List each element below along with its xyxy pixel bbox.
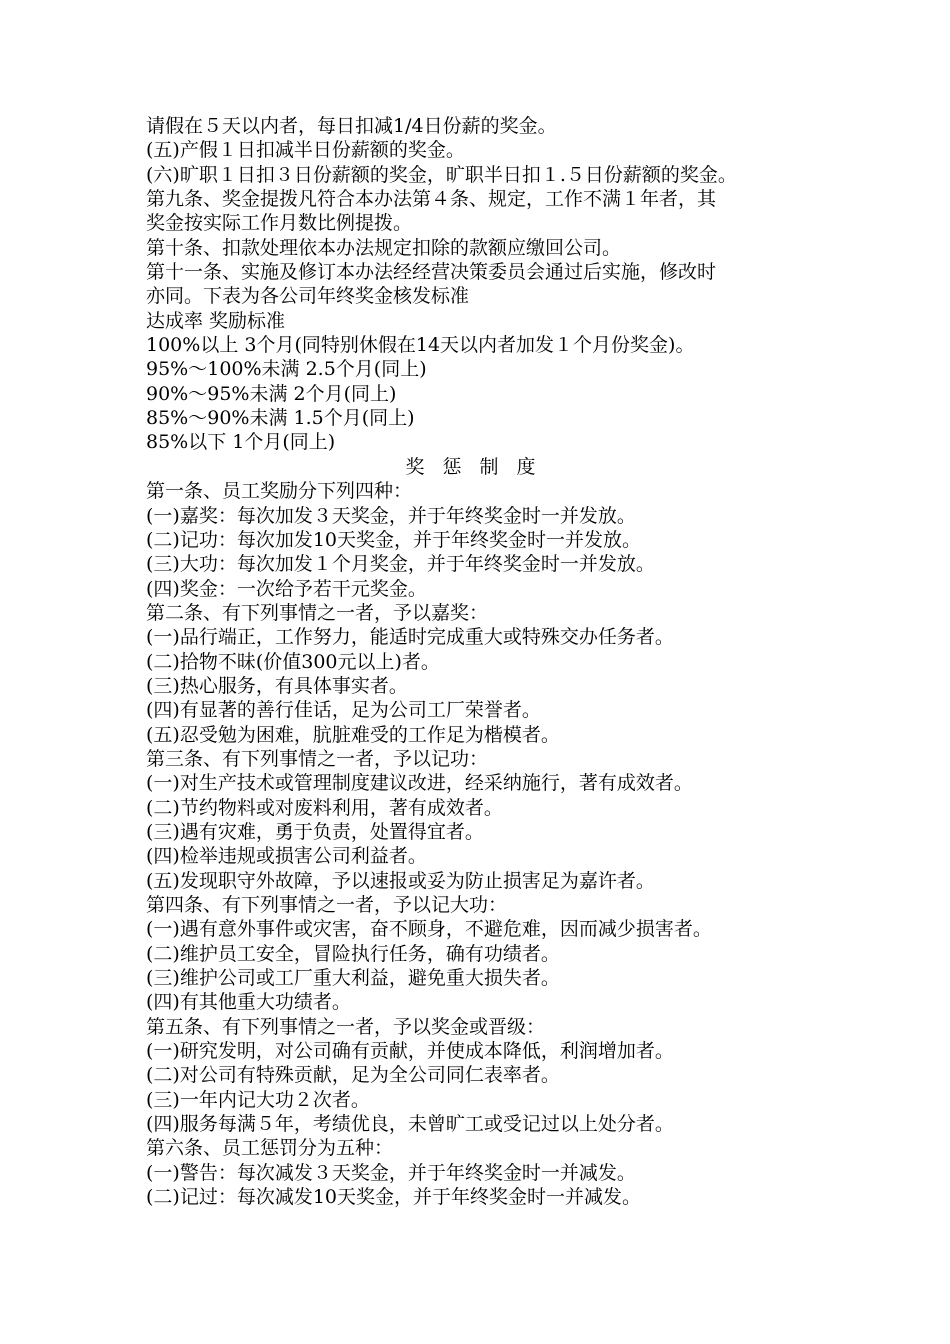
document-page bbox=[146, 114, 846, 1209]
text-line: (一)遇有意外事件或灾害，奋不顾身，不避危难，因而减少损害者。 bbox=[146, 918, 712, 941]
text-line: (三)一年内记大功２次者。 bbox=[146, 1088, 370, 1111]
text-line: 亦同。下表为各公司年终奖金核发标准 bbox=[146, 285, 470, 308]
document-body-part1 bbox=[146, 114, 846, 455]
text-line: (四)奖金：一次给予若干元奖金。 bbox=[146, 577, 427, 600]
text-line: (二)节约物料或对废料利用，著有成效者。 bbox=[146, 796, 503, 819]
text-line: (二)拾物不昧(价值300元以上)者。 bbox=[146, 650, 440, 673]
text-line: (二)维护员工安全，冒险执行任务，确有功绩者。 bbox=[146, 942, 560, 965]
text-line: 85%以下 1个月(同上) bbox=[146, 431, 336, 454]
text-line: (六)旷职１日扣３日份薪额的奖金，旷职半日扣１.５日份薪额的奖金。 bbox=[146, 163, 737, 186]
text-line: (四)服务每满５年，考绩优良，未曾旷工或受记过以上处分者。 bbox=[146, 1113, 674, 1136]
text-line: (四)有其他重大功绩者。 bbox=[146, 991, 351, 1014]
text-line: 第一条、员工奖励分下列四种： bbox=[146, 480, 413, 503]
text-line: (一)嘉奖：每次加发３天奖金，并于年终奖金时一并发放。 bbox=[146, 504, 636, 527]
text-line: (一)对生产技术或管理制度建议改进，经采纳施行，著有成效者。 bbox=[146, 772, 693, 795]
text-line: 第十一条、实施及修订本办法经经营决策委员会通过后实施，修改时 bbox=[146, 261, 717, 284]
text-line: 第九条、奖金提拨凡符合本办法第４条、规定，工作不满１年者，其 bbox=[146, 188, 717, 211]
text-line: (二)记功：每次加发10天奖金，并于年终奖金时一并发放。 bbox=[146, 528, 642, 551]
text-line: 95%～100%未满 2.5个月(同上) bbox=[146, 358, 427, 381]
text-line: 请假在５天以内者，每日扣减1/4日份薪的奖金。 bbox=[146, 115, 557, 137]
text-line: (二)对公司有特殊贡献，足为全公司同仁表率者。 bbox=[146, 1064, 560, 1087]
text-line: 85%～90%未满 1.5个月(同上) bbox=[146, 407, 415, 430]
text-line: (二)记过：每次减发10天奖金，并于年终奖金时一并减发。 bbox=[146, 1186, 642, 1209]
document-body-part2 bbox=[146, 479, 846, 1209]
text-line: 第十条、扣款处理依本办法规定扣除的款额应缴回公司。 bbox=[146, 236, 622, 259]
text-line: 达成率 奖励标准 bbox=[146, 309, 286, 332]
text-line: 100%以上 3个月(同特别休假在14天以内者加发１个月份奖金)。 bbox=[146, 334, 695, 357]
text-line: (四)检举违规或损害公司利益者。 bbox=[146, 845, 427, 868]
text-line: 第五条、有下列事情之一者，予以奖金或晋级： bbox=[146, 1015, 546, 1038]
text-line: (一)研究发明，对公司确有贡献，并使成本降低，利润增加者。 bbox=[146, 1040, 674, 1063]
text-line: 奖金按实际工作月数比例提拨。 bbox=[146, 212, 413, 235]
section-title: 奖 惩 制 度 bbox=[405, 455, 542, 478]
text-line: (三)热心服务，有具体事实者。 bbox=[146, 674, 408, 697]
text-line: (五)发现职守外故障，予以速报或妥为防止损害足为嘉许者。 bbox=[146, 869, 655, 892]
text-line: (一)警告：每次减发３天奖金，并于年终奖金时一并减发。 bbox=[146, 1161, 636, 1184]
text-line: (三)遇有灾难，勇于负责，处置得宜者。 bbox=[146, 820, 484, 843]
text-line: (五)产假１日扣减半日份薪额的奖金。 bbox=[146, 139, 465, 162]
text-line: 第二条、有下列事情之一者，予以嘉奖： bbox=[146, 601, 489, 624]
text-line: 第三条、有下列事情之一者，予以记功： bbox=[146, 747, 489, 770]
text-line: (三)维护公司或工厂重大利益，避免重大损失者。 bbox=[146, 967, 560, 990]
text-line: 第六条、员工惩罚分为五种： bbox=[146, 1137, 394, 1160]
text-line: (三)大功：每次加发１个月奖金，并于年终奖金时一并发放。 bbox=[146, 553, 655, 576]
text-line: (四)有显著的善行佳话，足为公司工厂荣誉者。 bbox=[146, 699, 541, 722]
text-line: 第四条、有下列事情之一者，予以记大功： bbox=[146, 894, 508, 916]
text-line: 90%～95%未满 2个月(同上) bbox=[146, 382, 397, 405]
text-line: (一)品行端正，工作努力，能适时完成重大或特殊交办任务者。 bbox=[146, 626, 674, 649]
text-line: (五)忍受勉为困难，肮脏难受的工作足为楷模者。 bbox=[146, 723, 560, 746]
